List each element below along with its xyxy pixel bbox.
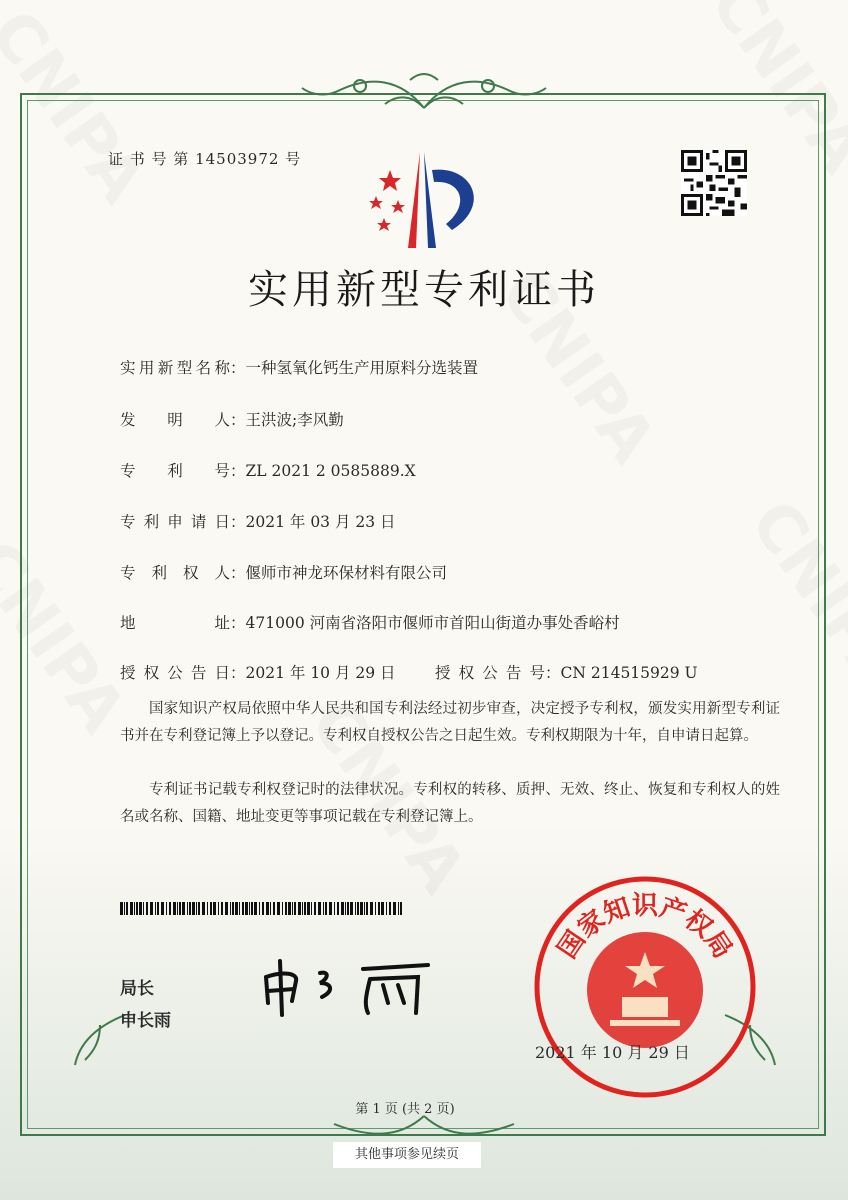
qr-code-icon [680,150,748,216]
field-patent-number: 专利号：ZL 2021 2 0585889.X [120,462,416,480]
barcode-bar [254,902,257,915]
barcode-bar [242,902,244,915]
barcode-bar [221,902,223,915]
barcode-bar [134,902,135,915]
barcode-bar [213,902,216,915]
barcode-bar [210,902,212,915]
barcode-bar [169,902,171,915]
barcode-bar [314,902,316,915]
barcode-bar [304,902,306,915]
field-address: 地址：471000 河南省洛阳市偃师市首阳山街道办事处香峪村 [120,614,620,632]
barcode-bar [400,902,402,915]
barcode-bar [130,902,133,915]
barcode-bar [157,902,159,915]
signatory-title: 局长 [120,979,154,999]
barcode-bar [360,902,363,915]
barcode-bar [207,902,208,915]
barcode-bar [370,902,373,915]
page-indicator: 第 1 页 (共 2 页) [355,1102,455,1117]
barcode-bar [251,902,253,915]
barcode-bar [202,902,205,915]
barcode-bar [364,902,365,915]
barcode-bar [218,902,219,915]
barcode-bar [357,902,359,915]
barcode-bar [187,902,188,915]
barcode-bar [347,902,349,915]
barcode-icon [120,902,402,915]
barcode-bar [294,902,296,915]
field-announcement-number: 授权公告号：CN 214515929 U [435,664,698,682]
barcode-bar [288,902,291,915]
barcode-bar [245,902,248,915]
barcode-bar [232,902,234,915]
seal-text: 国家知识产权局 [552,891,738,965]
continuation-note: 其他事项参见续页 [333,1142,481,1168]
handwritten-signature-icon [258,955,438,1017]
barcode-bar [393,902,396,915]
barcode-bar [262,902,264,915]
barcode-bar [375,902,376,915]
barcode-bar [266,902,269,915]
signatory-name: 申长雨 [120,1011,171,1031]
barcode-bar [285,902,287,915]
field-patentee: 专利权人：偃师市神龙环保材料有限公司 [120,564,448,582]
barcode-bar [282,902,283,915]
barcode-bar [126,902,128,915]
certificate-number: 证 书 号 第 14503972 号 [108,150,302,168]
barcode-bar [337,902,339,915]
barcode-bar [189,902,191,915]
barcode-bar [259,902,260,915]
barcode-bar [341,902,344,915]
barcode-bar [323,902,324,915]
barcode-bar [302,902,303,915]
barcode-bar [143,902,144,915]
barcode-bar [120,902,123,915]
seal-date: 2021 年 10 月 29 日 [535,1043,690,1062]
barcode-bar [389,902,391,915]
barcode-bar [307,902,310,915]
barcode-bar [386,902,387,915]
barcode-bar [273,902,275,915]
barcode-bar [192,902,195,915]
top-ornament-icon [300,68,548,114]
field-grant-date: 授权公告日：2021 年 10 月 29 日 [120,664,396,682]
barcode-bar [198,902,200,915]
barcode-bar [150,902,153,915]
barcode-bar [249,902,250,915]
barcode-bar [179,902,181,915]
barcode-bar [381,902,384,915]
barcode-bar [355,902,356,915]
statement-paragraph: 国家知识产权局依照中华人民共和国专利法经过初步审查，决定授予专利权，颁发实用新型专利证书并在专利登记簿上予以登记。专利权自授权公告之日起生效。专利权期限为十年，自申请日起算。 [120,701,780,744]
cnipa-logo-icon [362,150,490,250]
field-utility-model-name: 实用新型名称：一种氢氧化钙生产用原料分选装置 [120,359,479,377]
barcode-bar [146,902,148,915]
barcode-bar [329,902,332,915]
barcode-bar [378,902,380,915]
barcode-bar [177,902,178,915]
barcode-bar [350,902,353,915]
barcode-bar [398,902,399,915]
barcode-bar [345,902,346,915]
barcode-bar [277,902,280,915]
barcode-bar [173,902,176,915]
barcode-bar [366,902,368,915]
statement-paragraph: 专利证书记载专利权登记时的法律状况。专利权的转移、质押、无效、终止、恢复和专利权人的姓名或名称、国籍、地址变更等事项记载在专利登记簿上。 [120,782,780,825]
official-seal-icon [530,872,760,1102]
field-application-date: 专利申请日：2021 年 03 月 23 日 [120,513,396,531]
barcode-bar [239,902,240,915]
barcode-bar [196,902,197,915]
barcode-bar [124,902,125,915]
barcode-bar [139,902,142,915]
page-title: 实用新型专利证书 [248,267,600,313]
barcode-bar [182,902,185,915]
barcode-bar [334,902,335,915]
barcode-bar [166,902,167,915]
barcode-bar [270,902,271,915]
barcode-bar [136,902,138,915]
barcode-bar [230,902,231,915]
barcode-bar [318,902,321,915]
barcode-bar [325,902,327,915]
barcode-bar [311,902,312,915]
barcode-bar [298,902,301,915]
barcode-bar [225,902,228,915]
barcode-bar [161,902,164,915]
barcode-bar [155,902,156,915]
barcode-bar [292,902,293,915]
field-inventor: 发明人：王洪波;李风勤 [120,411,344,429]
barcode-bar [235,902,238,915]
